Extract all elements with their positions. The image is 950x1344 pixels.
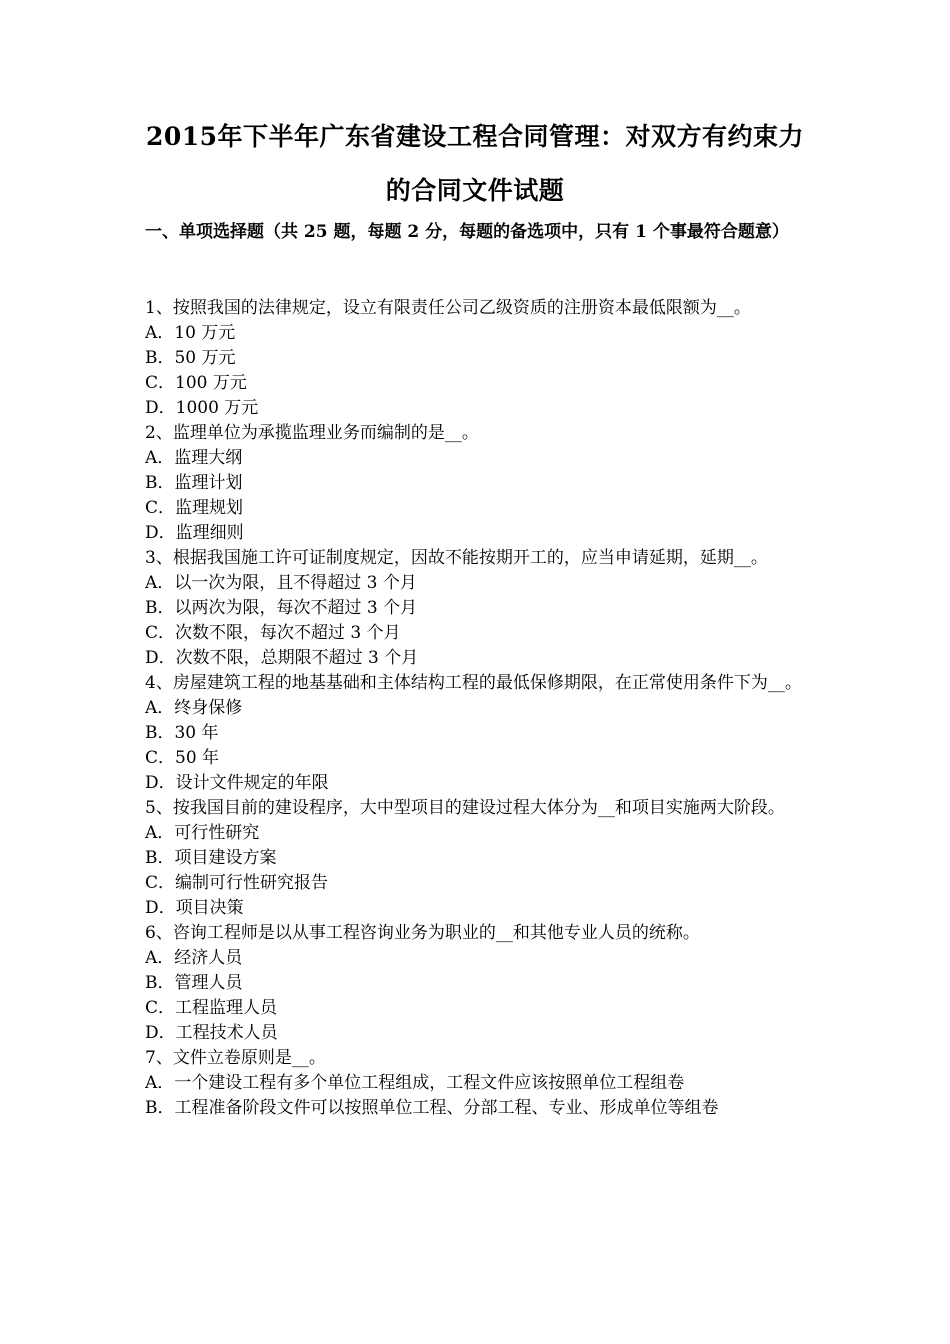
option-7b: B．工程准备阶段文件可以按照单位工程、分部工程、专业、形成单位等组卷 bbox=[145, 1098, 719, 1118]
option-2a: A．监理大纲 bbox=[145, 448, 243, 468]
option-6c: C．工程监理人员 bbox=[145, 998, 278, 1018]
option-4c: C．50 年 bbox=[145, 748, 220, 768]
option-1b: B．50 万元 bbox=[145, 348, 236, 368]
section-heading: 一、单项选择题（共 25 题，每题 2 分，每题的备选项中，只有 1 个事最符合题意） bbox=[145, 222, 789, 242]
document-title-line-2: 的合同文件试题 bbox=[385, 176, 565, 205]
option-3a: A．以一次为限，且不得超过 3 个月 bbox=[145, 573, 417, 593]
question-stem-4: 4、房屋建筑工程的地基基础和主体结构工程的最低保修期限，在正常使用条件下为__。 bbox=[145, 673, 802, 693]
option-6b: B．管理人员 bbox=[145, 973, 243, 993]
option-1d: D．1000 万元 bbox=[145, 398, 259, 418]
option-1c: C．100 万元 bbox=[145, 373, 247, 393]
question-stem-5: 5、按我国目前的建设程序，大中型项目的建设过程大体分为__和项目实施两大阶段。 bbox=[145, 798, 785, 818]
option-5c: C．编制可行性研究报告 bbox=[145, 873, 329, 893]
question-stem-3: 3、根据我国施工许可证制度规定，因故不能按期开工的，应当申请延期，延期__。 bbox=[145, 548, 768, 568]
document-title-line-1: 2015年下半年广东省建设工程合同管理：对双方有约束力 bbox=[145, 122, 805, 151]
option-4d: D．设计文件规定的年限 bbox=[145, 773, 329, 793]
option-3b: B．以两次为限，每次不超过 3 个月 bbox=[145, 598, 418, 618]
option-1a: A．10 万元 bbox=[145, 323, 236, 343]
option-2b: B．监理计划 bbox=[145, 473, 243, 493]
option-3c: C．次数不限，每次不超过 3 个月 bbox=[145, 623, 401, 643]
option-2d: D．监理细则 bbox=[145, 523, 244, 543]
question-stem-1: 1、按照我国的法律规定，设立有限责任公司乙级资质的注册资本最低限额为__。 bbox=[145, 298, 751, 318]
question-stem-2: 2、监理单位为承揽监理业务而编制的是__。 bbox=[145, 423, 479, 443]
question-stem-7: 7、文件立卷原则是__。 bbox=[145, 1048, 326, 1068]
option-5d: D．项目决策 bbox=[145, 898, 244, 918]
option-2c: C．监理规划 bbox=[145, 498, 244, 518]
option-5b: B．项目建设方案 bbox=[145, 848, 277, 868]
option-6d: D．工程技术人员 bbox=[145, 1023, 278, 1043]
option-6a: A．经济人员 bbox=[145, 948, 243, 968]
option-7a: A．一个建设工程有多个单位工程组成，工程文件应该按照单位工程组卷 bbox=[145, 1073, 685, 1093]
question-stem-6: 6、咨询工程师是以从事工程咨询业务为职业的__和其他专业人员的统称。 bbox=[145, 923, 700, 943]
option-3d: D．次数不限，总期限不超过 3 个月 bbox=[145, 648, 419, 668]
question-list bbox=[145, 296, 810, 1121]
option-4b: B．30 年 bbox=[145, 723, 219, 743]
option-5a: A．可行性研究 bbox=[145, 823, 260, 843]
option-4a: A．终身保修 bbox=[145, 698, 243, 718]
